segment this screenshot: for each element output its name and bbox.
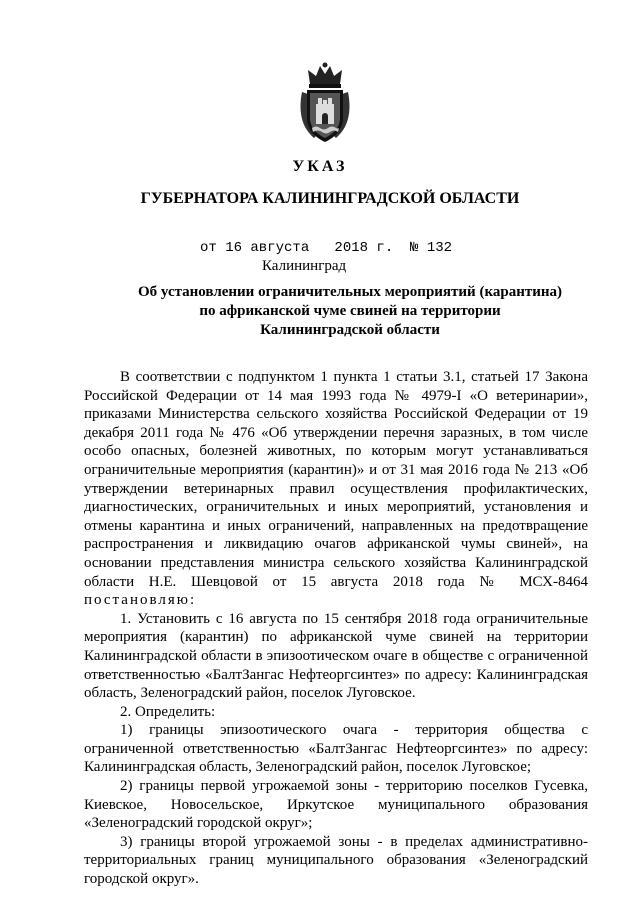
- paragraph-3: 1) границы эпизоотического очага - территория общества с ограниченной ответственностью «БалтЗангас Нефтеоргсинтез» по адресу: Калининградская область, Зеленоградский район, поселок Луговское;: [84, 722, 588, 776]
- subject-line: Калининградской области: [260, 322, 440, 338]
- decree-word: постановляю:: [84, 592, 197, 609]
- paragraph-4: 2) границы первой угрожаемой зоны - территорию поселков Гусевка, Киевское, Новосельское, Иркутское муниципального образования «Зеленоградский городской округ»;: [84, 778, 588, 832]
- preamble-text: В соответствии с подпунктом 1 пункта 1 статьи 3.1, статьей 17 Закона Российской Федерации от 14 мая 1993 года № 4979-I «О ветеринарии», приказами Министерства сельского хозяйства Российской Федерации от 19 декабря 2011 года № 476 «Об утверждении перечня заразных, в том числе особо опасных, болезней животных, по которым могут устанавливаться ограничительные мероприятия (карантин)» и от 31 мая 2016 года № 213 «Об утверждении ветеринарных правил осуществления профилактических, диагностических, ограничительных и иных мероприятий, установления и отмены карантина и иных ограничений, направленных на предотвращение распространения и ликвидацию очагов африканской чумы свиней», на основании представления министра сельского хозяйства Калининградской области Н.Е. Шевцовой от 15 августа 2018 года № МСХ-8464: [84, 369, 588, 590]
- date-and-number: от 16 августа 2018 г. № 132: [200, 240, 453, 256]
- document-title: УКАЗ: [292, 158, 348, 175]
- document-body: [84, 368, 588, 889]
- subject-line: по африканской чуме свиней на территории: [199, 303, 501, 319]
- document-issuer: ГУБЕРНАТОРА КАЛИНИНГРАДСКОЙ ОБЛАСТИ: [140, 190, 520, 207]
- paragraph-2: 2. Определить:: [120, 703, 216, 720]
- kaliningrad-coat-of-arms-icon: [296, 62, 354, 146]
- paragraph-5: 3) границы второй угрожаемой зоны - в пределах административно-территориальных границ муниципального образования «Зеленоградский городской округ».: [84, 833, 588, 888]
- preamble-paragraph: [84, 368, 588, 610]
- subject-line: Об установлении ограничительных мероприятий (карантина): [137, 284, 562, 300]
- decree-subject: [100, 283, 600, 340]
- city: Калининград: [262, 258, 347, 274]
- paragraph-1: 1. Установить с 16 августа по 15 сентября 2018 года ограничительные мероприятия (карантин) по африканской чуме свиней на территории Калининградской области в эпизоотическом очаге в обществе с ограниченной ответственностью «БалтЗангас Нефтеоргсинтез» по адресу: Калининградская область, Зеленоградский район, поселок Луговское.: [84, 610, 588, 702]
